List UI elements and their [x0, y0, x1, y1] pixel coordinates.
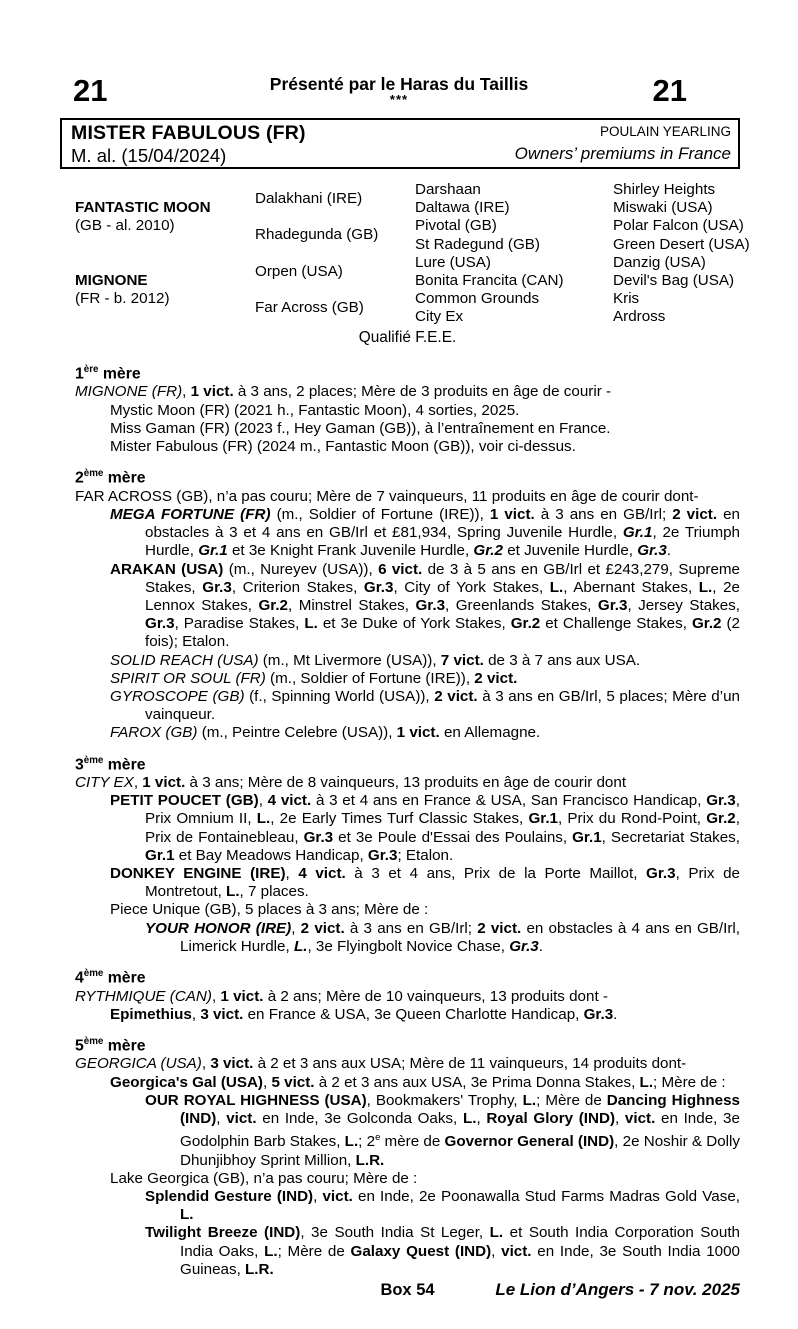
- text-run: , Prix du Rond-Point,: [558, 810, 707, 828]
- catalog-paragraph: [75, 1224, 740, 1279]
- text-run: 2: [75, 469, 84, 487]
- text-run: L.R.: [245, 1260, 274, 1278]
- text-run: Dancing Highness (IND): [180, 1091, 740, 1128]
- text-run: à 3 ans en GB/Irl;: [344, 919, 478, 937]
- dam-section: [75, 752, 740, 957]
- text-run: 2 vict.: [672, 505, 718, 523]
- text-run: ; Etalon.: [397, 846, 454, 864]
- text-run: Gr.1: [145, 846, 175, 864]
- text-run: Governor General (IND): [444, 1133, 615, 1151]
- text-run: ,: [313, 1187, 323, 1205]
- text-run: (m., Peintre Celebre (USA)),: [197, 724, 397, 742]
- text-run: , Paradise Stakes,: [174, 615, 305, 633]
- pedigree-ancestor: Darshaan: [415, 181, 481, 198]
- catalog-paragraph: [75, 488, 740, 506]
- catalog-paragraph: [75, 1092, 740, 1170]
- presenter-stars: ***: [389, 92, 409, 107]
- text-run: , Prix de Fontainebleau,: [145, 810, 740, 846]
- text-run: vict.: [322, 1187, 353, 1205]
- catalog-paragraph: [75, 420, 740, 438]
- text-run: à 2 ans; Mère de 10 vainqueurs, 13 produits dont -: [263, 987, 608, 1005]
- catalog-paragraph: [75, 774, 740, 792]
- text-run: 6 vict.: [378, 560, 423, 578]
- text-run: 4 vict.: [298, 865, 346, 883]
- catalog-paragraph: [75, 901, 740, 919]
- text-run: SPIRIT OR SOUL (FR): [110, 669, 266, 687]
- pedigree-ancestor: Pivotal (GB): [415, 217, 497, 235]
- text-run: , 2e Lennox Stakes,: [145, 578, 741, 614]
- text-run: Splendid Gesture (IND): [145, 1187, 314, 1205]
- text-run: Gr.2: [258, 596, 288, 614]
- text-run: , Jersey Stakes,: [627, 596, 740, 614]
- text-run: .: [538, 937, 543, 955]
- text-run: , 2e Early Times Turf Classic Stakes,: [270, 810, 529, 828]
- text-run: , Bookmakers' Trophy,: [366, 1091, 523, 1109]
- pedigree-ancestor: Miswaki (USA): [613, 199, 713, 217]
- text-run: Gr.3: [706, 792, 736, 810]
- text-run: à 3 ans en GB/Irl, 5 places; Mère d’un vainqueur.: [145, 687, 740, 724]
- text-run: , 2e Triumph Hurdle,: [145, 524, 740, 560]
- text-run: 5: [75, 1037, 84, 1055]
- text-run: mère de: [380, 1133, 445, 1151]
- text-run: en Inde, 2e Poonawalla Stud Farms Madras Gold Vase,: [352, 1187, 740, 1205]
- text-run: .: [666, 542, 672, 560]
- text-run: Gr.2: [510, 615, 541, 633]
- text-run: Galaxy Quest (IND): [350, 1242, 492, 1260]
- pedigree-ancestor: Shirley Heights: [613, 181, 716, 198]
- text-run: ème: [83, 754, 104, 766]
- text-run: DONKEY ENGINE (IRE): [110, 865, 286, 883]
- text-run: en Allemagne.: [439, 724, 541, 742]
- pedigree-ancestor: Danzig (USA): [613, 253, 706, 271]
- text-run: ,: [615, 1110, 625, 1128]
- text-run: ; Mère de: [277, 1242, 351, 1260]
- pedigree-ancestor: Orpen (USA): [255, 262, 343, 280]
- text-run: L.: [462, 1110, 477, 1128]
- text-run: 2 vict.: [477, 919, 522, 937]
- dam-generation-heading: [75, 465, 740, 487]
- presenter-line: Présenté par le Haras du Taillis: [269, 74, 529, 94]
- text-run: Epimethius: [110, 1005, 192, 1023]
- text-run: et South India Corporation South India Oaks,: [180, 1224, 740, 1260]
- ancestor-detail: (GB - al. 2010): [75, 217, 175, 235]
- catalog-paragraph: [75, 383, 740, 401]
- text-run: Gr.3: [583, 1005, 614, 1023]
- catalog-paragraph: [75, 724, 740, 742]
- text-run: ,: [263, 1073, 272, 1091]
- text-run: , Greenlands Stakes,: [445, 596, 598, 614]
- text-run: (f., Spinning World (USA)),: [244, 687, 435, 705]
- catalog-paragraph: [75, 865, 740, 901]
- text-run: en Inde, 3e Golconda Oaks,: [256, 1110, 463, 1128]
- text-run: 1 vict.: [142, 774, 186, 792]
- qualification-line: Qualifié F.E.E.: [358, 329, 457, 346]
- text-run: 2 vict.: [474, 669, 518, 687]
- text-run: (2 fois); Etalon.: [145, 615, 740, 651]
- text-run: Gr.3: [367, 846, 398, 864]
- dam-section: [75, 465, 740, 742]
- text-run: FAR ACROSS (GB), n’a pas couru; Mère de 7 vainqueurs, 11 produits en âge de courir dont-: [75, 487, 699, 505]
- text-run: , 7 places.: [239, 883, 309, 901]
- text-run: ,: [182, 383, 191, 401]
- text-run: mère: [103, 1037, 146, 1055]
- catalog-paragraph: [75, 438, 740, 456]
- ancestor-detail: (FR - b. 2012): [75, 290, 170, 308]
- text-run: mère: [103, 755, 146, 773]
- text-run: , Prix Omnium II,: [145, 792, 740, 828]
- text-run: ère: [83, 364, 99, 375]
- catalog-paragraph: [75, 1006, 740, 1024]
- pedigree-ancestor: Far Across (GB): [255, 299, 364, 317]
- owners-premiums-note: Owners’ premiums in France: [514, 144, 731, 163]
- text-run: 2 vict.: [434, 687, 478, 705]
- text-run: ,: [291, 919, 301, 937]
- text-run: Gr.3: [363, 578, 394, 596]
- text-run: Gr.3: [509, 937, 539, 955]
- catalog-paragraph: [75, 1055, 740, 1073]
- text-run: L.: [489, 1224, 504, 1242]
- text-run: , City of York Stakes,: [393, 578, 550, 596]
- text-run: , 3e Flyingbolt Novice Chase,: [307, 937, 510, 955]
- text-run: L.: [639, 1073, 654, 1091]
- catalog-paragraph: [75, 688, 740, 724]
- pedigree-ancestor: Dalakhani (IRE): [255, 190, 363, 208]
- text-run: YOUR HONOR (IRE): [145, 919, 292, 937]
- text-run: (m., Mt Livermore (USA)),: [258, 651, 441, 669]
- text-run: L.: [522, 1091, 537, 1109]
- text-run: Miss Gaman (FR) (2023 f., Hey Gaman (GB)), à l’entraînement en France.: [110, 419, 611, 437]
- text-run: L.: [698, 578, 713, 596]
- text-run: (m., Soldier of Fortune (IRE)),: [270, 505, 490, 523]
- text-run: Mystic Moon (FR) (2021 h., Fantastic Moon), 4 sorties, 2025.: [110, 401, 520, 419]
- text-run: L.: [226, 883, 240, 901]
- text-run: L.: [344, 1133, 359, 1151]
- text-run: (m., Nureyev (USA)),: [223, 560, 379, 578]
- text-run: , Abernant Stakes,: [563, 578, 699, 596]
- text-run: mère: [98, 365, 141, 383]
- title-box: [60, 118, 740, 169]
- text-run: L.: [549, 578, 564, 596]
- catalog-paragraph: [75, 920, 740, 956]
- pedigree-ancestor: [75, 254, 255, 327]
- text-run: L.: [180, 1206, 194, 1224]
- pedigree-table: [75, 181, 750, 327]
- catalog-paragraph: [75, 670, 740, 688]
- ancestor-name: FANTASTIC MOON: [75, 199, 211, 217]
- catalog-paragraph: [75, 988, 740, 1006]
- catalog-paragraph: [75, 506, 740, 561]
- text-run: Royal Glory (IND): [486, 1110, 616, 1128]
- text-run: MIGNONE (FR): [75, 383, 183, 401]
- text-run: L.: [304, 615, 318, 633]
- text-run: mère: [103, 469, 146, 487]
- ancestor-name: MIGNONE: [75, 271, 148, 289]
- text-run: à 3 et 4 ans en France & USA, San Francisco Handicap,: [311, 792, 707, 810]
- text-run: 3 vict.: [210, 1055, 254, 1073]
- title-box-right: [515, 122, 731, 165]
- text-run: ème: [83, 468, 104, 480]
- dam-generation-heading: [75, 752, 740, 774]
- sale-venue-date: Le Lion d’Angers - 7 nov. 2025: [495, 1279, 740, 1299]
- text-run: ,: [201, 1055, 211, 1073]
- catalog-paragraph: [75, 1188, 740, 1224]
- text-run: e: [375, 1131, 381, 1143]
- horse-sale-category: POULAIN YEARLING: [599, 124, 731, 139]
- text-run: ,: [476, 1110, 487, 1128]
- text-run: et 3e Poule d'Essai des Poulains,: [333, 828, 573, 846]
- text-run: mère: [103, 969, 146, 987]
- text-run: 4 vict.: [267, 792, 312, 810]
- pedigree-sections: [75, 361, 740, 1279]
- pedigree-ancestor: Devil's Bag (USA): [613, 271, 735, 289]
- text-run: Gr.3: [597, 596, 628, 614]
- text-run: vict.: [501, 1242, 532, 1260]
- text-run: Gr.1: [622, 524, 653, 542]
- horse-birth-info: M. al. (15/04/2024): [71, 145, 227, 166]
- text-run: en Inde, 3e South India 1000 Guineas,: [180, 1242, 740, 1278]
- text-run: Gr.3: [415, 596, 446, 614]
- text-run: et 3e Duke of York Stakes,: [317, 615, 511, 633]
- text-run: ; Mère de: [536, 1091, 607, 1109]
- pedigree-ancestor: Polar Falcon (USA): [613, 217, 744, 235]
- text-run: , Secretariat Stakes,: [601, 828, 740, 846]
- text-run: à 2 et 3 ans aux USA, 3e Prima Donna Stakes,: [314, 1073, 640, 1091]
- text-run: ,: [258, 792, 268, 810]
- lot-number-right: 21: [652, 73, 687, 108]
- text-run: ; Mère de :: [653, 1073, 726, 1091]
- catalog-paragraph: [75, 652, 740, 670]
- text-run: ARAKAN (USA): [110, 560, 224, 578]
- text-run: Gr.3: [637, 542, 667, 560]
- text-run: Gr.1: [198, 542, 228, 560]
- pedigree-ancestor: City Ex: [415, 308, 464, 326]
- pedigree-ancestor: Rhadegunda (GB): [255, 226, 379, 244]
- dam-section: [75, 361, 740, 456]
- text-run: L.: [264, 1242, 278, 1260]
- text-run: Twilight Breeze (IND): [145, 1224, 301, 1242]
- text-run: 1 vict.: [396, 724, 440, 742]
- text-run: GEORGICA (USA): [75, 1055, 202, 1073]
- text-run: 1: [75, 365, 84, 383]
- page-header: [0, 74, 798, 106]
- text-run: en France & USA, 3e Queen Charlotte Handicap,: [243, 1005, 584, 1023]
- text-run: à 3 ans, 2 places; Mère de 3 produits en âge de courir -: [233, 383, 612, 401]
- text-run: , Minstrel Stakes,: [288, 596, 416, 614]
- text-run: RYTHMIQUE (CAN): [75, 987, 212, 1005]
- dam-section: [75, 1033, 740, 1279]
- text-run: ,: [211, 987, 221, 1005]
- horse-name: MISTER FABULOUS (FR): [71, 122, 306, 144]
- text-run: (m., Soldier of Fortune (IRE)),: [265, 669, 475, 687]
- pedigree-ancestor: Green Desert (USA): [613, 235, 750, 253]
- text-run: Lake Georgica (GB), n’a pas couru; Mère de :: [110, 1169, 418, 1187]
- text-run: ,: [133, 774, 143, 792]
- text-run: à 3 ans en GB/Irl;: [534, 505, 673, 523]
- text-run: L.R.: [355, 1151, 385, 1169]
- text-run: de 3 à 7 ans aux USA.: [483, 651, 641, 669]
- text-run: et Bay Meadows Handicap,: [174, 846, 368, 864]
- pedigree-ancestor: Common Grounds: [415, 290, 540, 308]
- text-run: PETIT POUCET (GB): [110, 792, 259, 810]
- text-run: ème: [83, 968, 104, 980]
- text-run: , Prix de Montretout,: [145, 865, 740, 901]
- catalog-paragraph: [75, 1074, 740, 1092]
- text-run: MEGA FORTUNE (FR): [110, 505, 271, 523]
- text-run: Gr.3: [646, 865, 676, 883]
- lot-number-left: 21: [73, 73, 108, 108]
- text-run: FAROX (GB): [110, 724, 198, 742]
- title-box-left: [71, 122, 306, 165]
- text-run: 3 vict.: [200, 1005, 244, 1023]
- text-run: , 3e South India St Leger,: [300, 1224, 490, 1242]
- text-run: ,: [491, 1242, 502, 1260]
- text-run: Georgica's Gal (USA): [110, 1073, 263, 1091]
- catalog-paragraph: [75, 561, 740, 652]
- text-run: de 3 à 5 ans en GB/Irl et £243,279, Supreme Stakes,: [145, 560, 740, 596]
- pedigree-ancestor: St Radegund (GB): [415, 235, 540, 253]
- dam-section: [75, 965, 740, 1024]
- text-run: CITY EX: [75, 774, 134, 792]
- text-run: et Juvenile Hurdle,: [502, 542, 638, 560]
- text-run: ,: [216, 1110, 227, 1128]
- text-run: en Inde, 3e Godolphin Barb Stakes,: [180, 1110, 740, 1151]
- page-footer: [75, 1281, 740, 1303]
- dam-line-details: [75, 361, 740, 1303]
- text-run: L.: [293, 937, 308, 955]
- text-run: 1 vict.: [220, 987, 264, 1005]
- text-run: Gr.2: [691, 615, 722, 633]
- pedigree-ancestor: Lure (USA): [415, 253, 491, 271]
- text-run: à 3 ans; Mère de 8 vainqueurs, 13 produits en âge de courir dont: [185, 774, 627, 792]
- text-run: 3: [75, 755, 84, 773]
- text-run: ,: [285, 865, 299, 883]
- text-run: Gr.2: [473, 542, 503, 560]
- text-run: vict.: [624, 1110, 656, 1128]
- text-run: 2 vict.: [300, 919, 345, 937]
- text-run: Mister Fabulous (FR) (2024 m., Fantastic Moon (GB)), voir ci-dessus.: [110, 438, 576, 456]
- text-run: en obstacles à 4 ans en GB/Irl, Limerick Hurdle,: [180, 919, 741, 955]
- text-run: Gr.2: [706, 810, 736, 828]
- text-run: et 3e Knight Frank Juvenile Hurdle,: [227, 542, 474, 560]
- text-run: 1 vict.: [190, 383, 234, 401]
- text-run: 5 vict.: [271, 1073, 315, 1091]
- dam-generation-heading: [75, 1033, 740, 1055]
- text-run: Gr.3: [145, 615, 175, 633]
- text-run: Gr.1: [528, 810, 559, 828]
- text-run: à 2 et 3 ans aux USA; Mère de 11 vainqueurs, 14 produits dont-: [253, 1055, 687, 1073]
- text-run: 4: [75, 969, 84, 987]
- text-run: à 3 et 4 ans, Prix de la Porte Maillot,: [345, 865, 647, 883]
- text-run: 7 vict.: [440, 651, 484, 669]
- text-run: GYROSCOPE (GB): [110, 687, 245, 705]
- text-run: Piece Unique (GB), 5 places à 3 ans; Mère de :: [110, 901, 429, 919]
- text-run: L.: [256, 810, 271, 828]
- text-run: ème: [83, 1035, 104, 1047]
- text-run: ,: [191, 1005, 201, 1023]
- text-run: et Challenge Stakes,: [540, 615, 692, 633]
- text-run: , 2e Noshir & Dolly Dhunjibhoy Sprint Million,: [180, 1133, 740, 1169]
- dam-generation-heading: [75, 361, 740, 383]
- text-run: , Criterion Stakes,: [231, 578, 364, 596]
- catalog-paragraph: [75, 402, 740, 420]
- text-run: 1 vict.: [489, 505, 535, 523]
- text-run: en obstacles à 3 et 4 ans en GB/Irl et £81,934, Spring Juvenile Hurdle,: [145, 505, 740, 542]
- pedigree-ancestor: Daltawa (IRE): [415, 199, 510, 217]
- pedigree-ancestor: Kris: [613, 290, 640, 308]
- text-run: Gr.3: [303, 828, 334, 846]
- text-run: ; 2: [358, 1133, 376, 1151]
- text-run: vict.: [226, 1110, 257, 1128]
- text-run: .: [613, 1005, 618, 1023]
- box-number: Box 54: [380, 1280, 435, 1299]
- pedigree-ancestor: Bonita Francita (CAN): [415, 271, 564, 289]
- text-run: SOLID REACH (USA): [110, 651, 259, 669]
- catalog-paragraph: [75, 792, 740, 865]
- text-run: OUR ROYAL HIGHNESS (USA): [145, 1091, 367, 1109]
- dam-generation-heading: [75, 965, 740, 987]
- text-run: Gr.1: [572, 828, 602, 846]
- catalog-paragraph: [75, 1170, 740, 1188]
- text-run: Gr.3: [202, 578, 232, 596]
- pedigree-ancestor: [75, 181, 255, 254]
- pedigree-ancestor: Ardross: [613, 308, 666, 326]
